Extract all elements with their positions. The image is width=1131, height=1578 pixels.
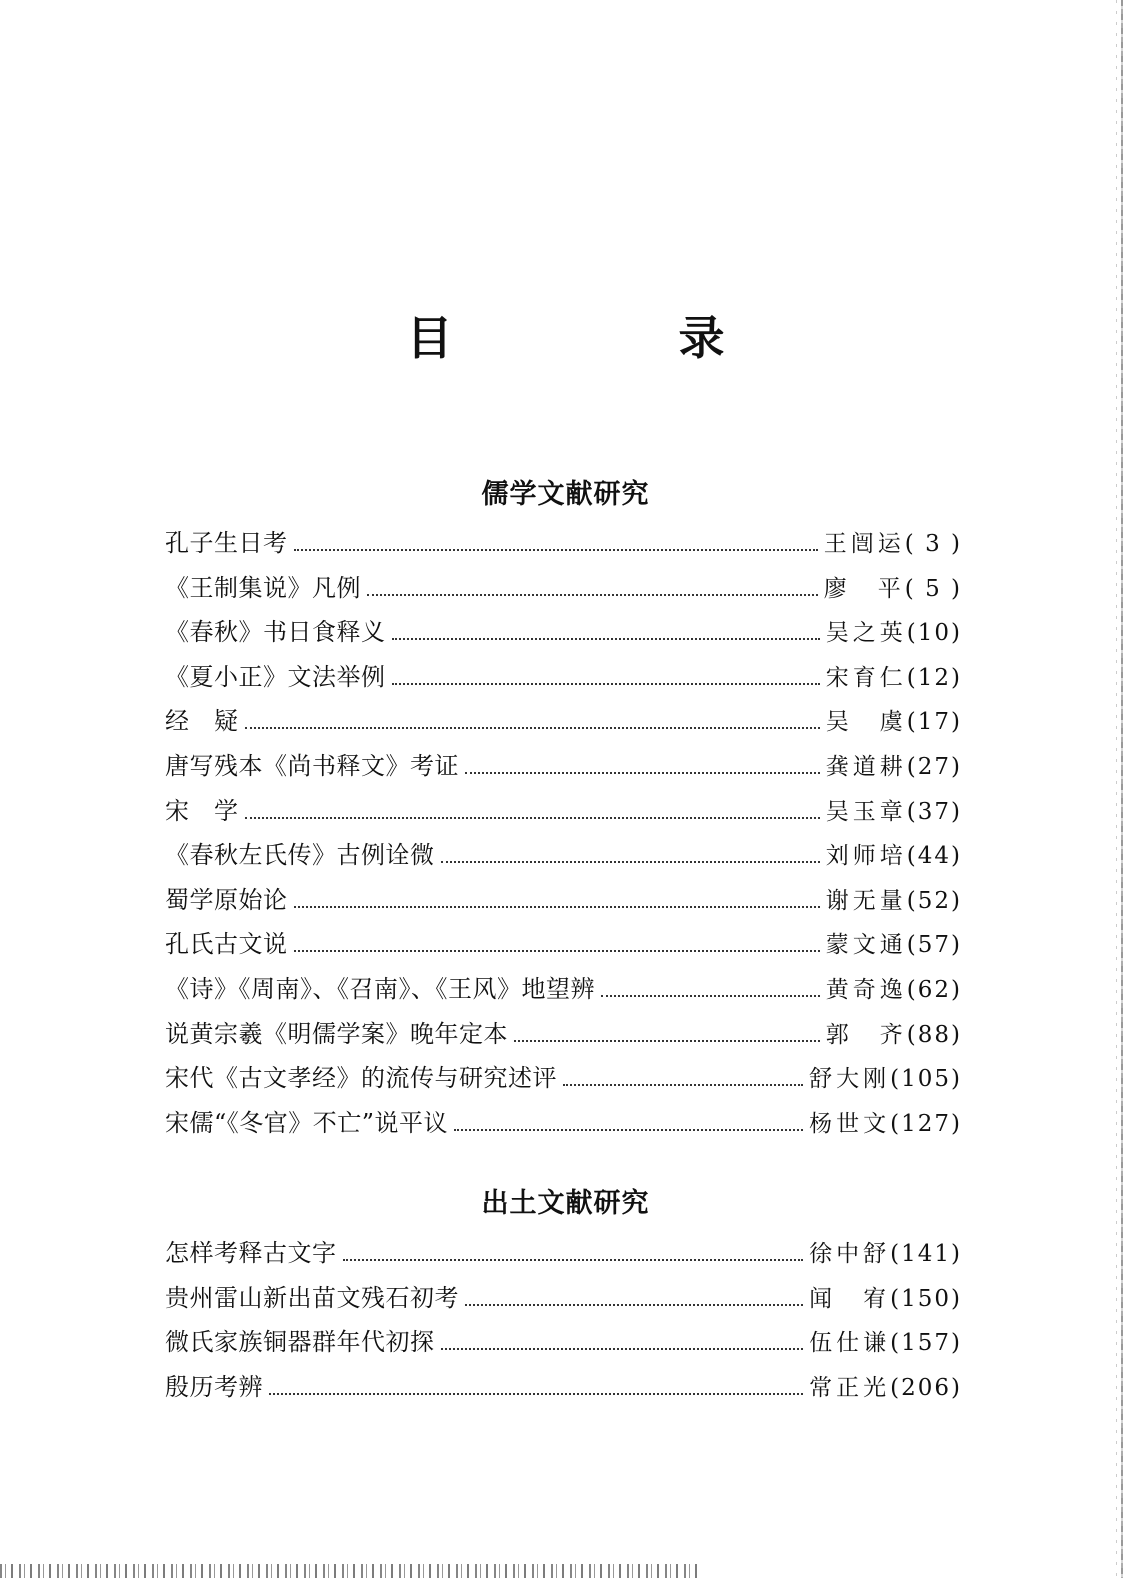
toc-entry-title: 说黄宗羲《明儒学案》晚年定本 [165, 1019, 508, 1048]
toc-entry [165, 878, 962, 923]
toc-entry-page: (57) [906, 932, 962, 959]
toc-entry-title: 殷历考辨 [165, 1372, 263, 1401]
toc-entry-author: 宋育仁 [825, 664, 907, 691]
toc-entry-author: 黄奇逸 [825, 976, 907, 1003]
toc-entry [165, 789, 962, 834]
toc-dot-leader [514, 1040, 820, 1042]
toc-entry-page: (27) [906, 753, 962, 780]
toc-list-confucian [165, 521, 962, 1145]
toc-entry [165, 1365, 962, 1410]
toc-dot-leader [563, 1084, 803, 1086]
toc-entry-page: (44) [906, 843, 962, 870]
toc-dot-leader [454, 1129, 803, 1131]
toc-entry-author: 吴玉章 [825, 798, 907, 825]
toc-entry-page: (141) [890, 1241, 962, 1267]
toc-entry-title: 微氏家族铜器群年代初探 [165, 1328, 435, 1357]
toc-entry-page: (52) [906, 887, 962, 914]
toc-entry-title: 经 疑 [165, 707, 239, 736]
toc-entry-author: 廖 平 [823, 575, 905, 602]
scan-bottom-noise [0, 1564, 700, 1578]
toc-entry [165, 1276, 962, 1321]
toc-entry-page: (17) [906, 709, 962, 736]
toc-entry [165, 1231, 962, 1276]
toc-entry-author: 蒙文通 [825, 932, 907, 959]
toc-dot-leader [367, 594, 818, 596]
toc-dot-leader [343, 1259, 804, 1261]
toc-entry [165, 655, 962, 700]
toc-entry [165, 922, 962, 967]
toc-entry [165, 1320, 962, 1365]
toc-entry-title: 唐写残本《尚书释文》考证 [165, 751, 459, 780]
toc-entry-author: 杨世文 [809, 1110, 891, 1137]
toc-dot-leader [441, 861, 820, 863]
toc-entry-author: 谢无量 [825, 887, 907, 914]
toc-entry [165, 1101, 962, 1146]
toc-entry-title: 《夏小正》文法举例 [165, 662, 386, 691]
toc-dot-leader [601, 995, 820, 997]
toc-dot-leader [245, 817, 820, 819]
toc-dot-leader [269, 1393, 803, 1395]
section-title-confucian: 儒学文献研究 [481, 479, 650, 510]
toc-entry-author: 郭 齐 [825, 1021, 907, 1048]
toc-dot-leader [465, 772, 820, 774]
toc-entry [165, 833, 962, 878]
toc-dot-leader [465, 1304, 803, 1306]
toc-entry-page: (37) [906, 798, 962, 825]
toc-entry-page: (62) [906, 976, 962, 1003]
toc-entry-author: 吴之英 [825, 620, 907, 647]
toc-entry-title: 《春秋》书日食释义 [165, 618, 386, 647]
toc-dot-leader [294, 906, 820, 908]
toc-entry-title: 孔子生日考 [165, 529, 288, 557]
toc-entry [165, 699, 962, 744]
scan-edge-shadow [1121, 0, 1123, 1578]
toc-entry-page: (10) [906, 620, 962, 647]
toc-entry-page: (127) [890, 1110, 962, 1137]
toc-entry-title: 宋 学 [165, 796, 239, 825]
toc-entry-author: 徐中舒 [809, 1241, 891, 1267]
toc-entry-page: (206) [890, 1374, 962, 1401]
toc-entry-author: 刘师培 [825, 843, 907, 870]
toc-entry-title: 贵州雷山新出苗文残石初考 [165, 1283, 459, 1312]
toc-dot-leader [441, 1348, 804, 1350]
toc-entry-title: 孔氏古文说 [165, 930, 288, 959]
toc-entry-title: 蜀学原始论 [165, 885, 288, 914]
toc-entry [165, 1056, 962, 1101]
toc-entry [165, 610, 962, 655]
toc-entry-page: (150) [890, 1285, 962, 1312]
section-title-excavated: 出土文献研究 [481, 1188, 650, 1219]
toc-entry-author: 闻 宥 [809, 1285, 891, 1312]
toc-entry-page: (12) [906, 664, 962, 691]
scan-edge-shadow-inner [1116, 0, 1117, 1578]
toc-entry-title: 《春秋左氏传》古例诠微 [165, 841, 435, 870]
toc-entry-page: ( 5 ) [904, 575, 962, 602]
toc-entry [165, 744, 962, 789]
toc-entry-page: (88) [906, 1021, 962, 1048]
toc-dot-leader [392, 683, 820, 685]
page-title: 目 录 [406, 311, 815, 365]
toc-dot-leader [294, 950, 820, 952]
toc-dot-leader [392, 638, 820, 640]
toc-entry-title: 宋儒“《冬官》不亡”说平议 [165, 1108, 449, 1137]
toc-entry-title: 《王制集说》凡例 [165, 573, 361, 602]
toc-entry-author: 王闿运 [823, 531, 905, 557]
toc-entry-author: 舒大刚 [809, 1066, 891, 1093]
toc-entry-title: 宋代《古文孝经》的流传与研究述评 [165, 1064, 557, 1093]
toc-entry-title: 怎样考释古文字 [165, 1239, 337, 1267]
toc-entry [165, 566, 962, 611]
toc-entry-author: 常正光 [809, 1374, 891, 1401]
toc-entry [165, 1012, 962, 1057]
toc-entry-page: ( 3 ) [904, 531, 962, 557]
toc-entry-page: (105) [890, 1066, 962, 1093]
toc-entry-author: 伍仕谦 [809, 1330, 891, 1357]
toc-dot-leader [245, 727, 820, 729]
toc-list-excavated [165, 1231, 962, 1409]
toc-entry-page: (157) [890, 1330, 962, 1357]
toc-entry [165, 967, 962, 1012]
toc-entry [165, 521, 962, 566]
toc-dot-leader [294, 549, 818, 551]
toc-entry-title: 《诗》《周南》、《召南》、《王风》地望辨 [165, 974, 595, 1003]
toc-entry-author: 吴 虞 [825, 709, 907, 736]
toc-entry-author: 龚道耕 [825, 753, 907, 780]
